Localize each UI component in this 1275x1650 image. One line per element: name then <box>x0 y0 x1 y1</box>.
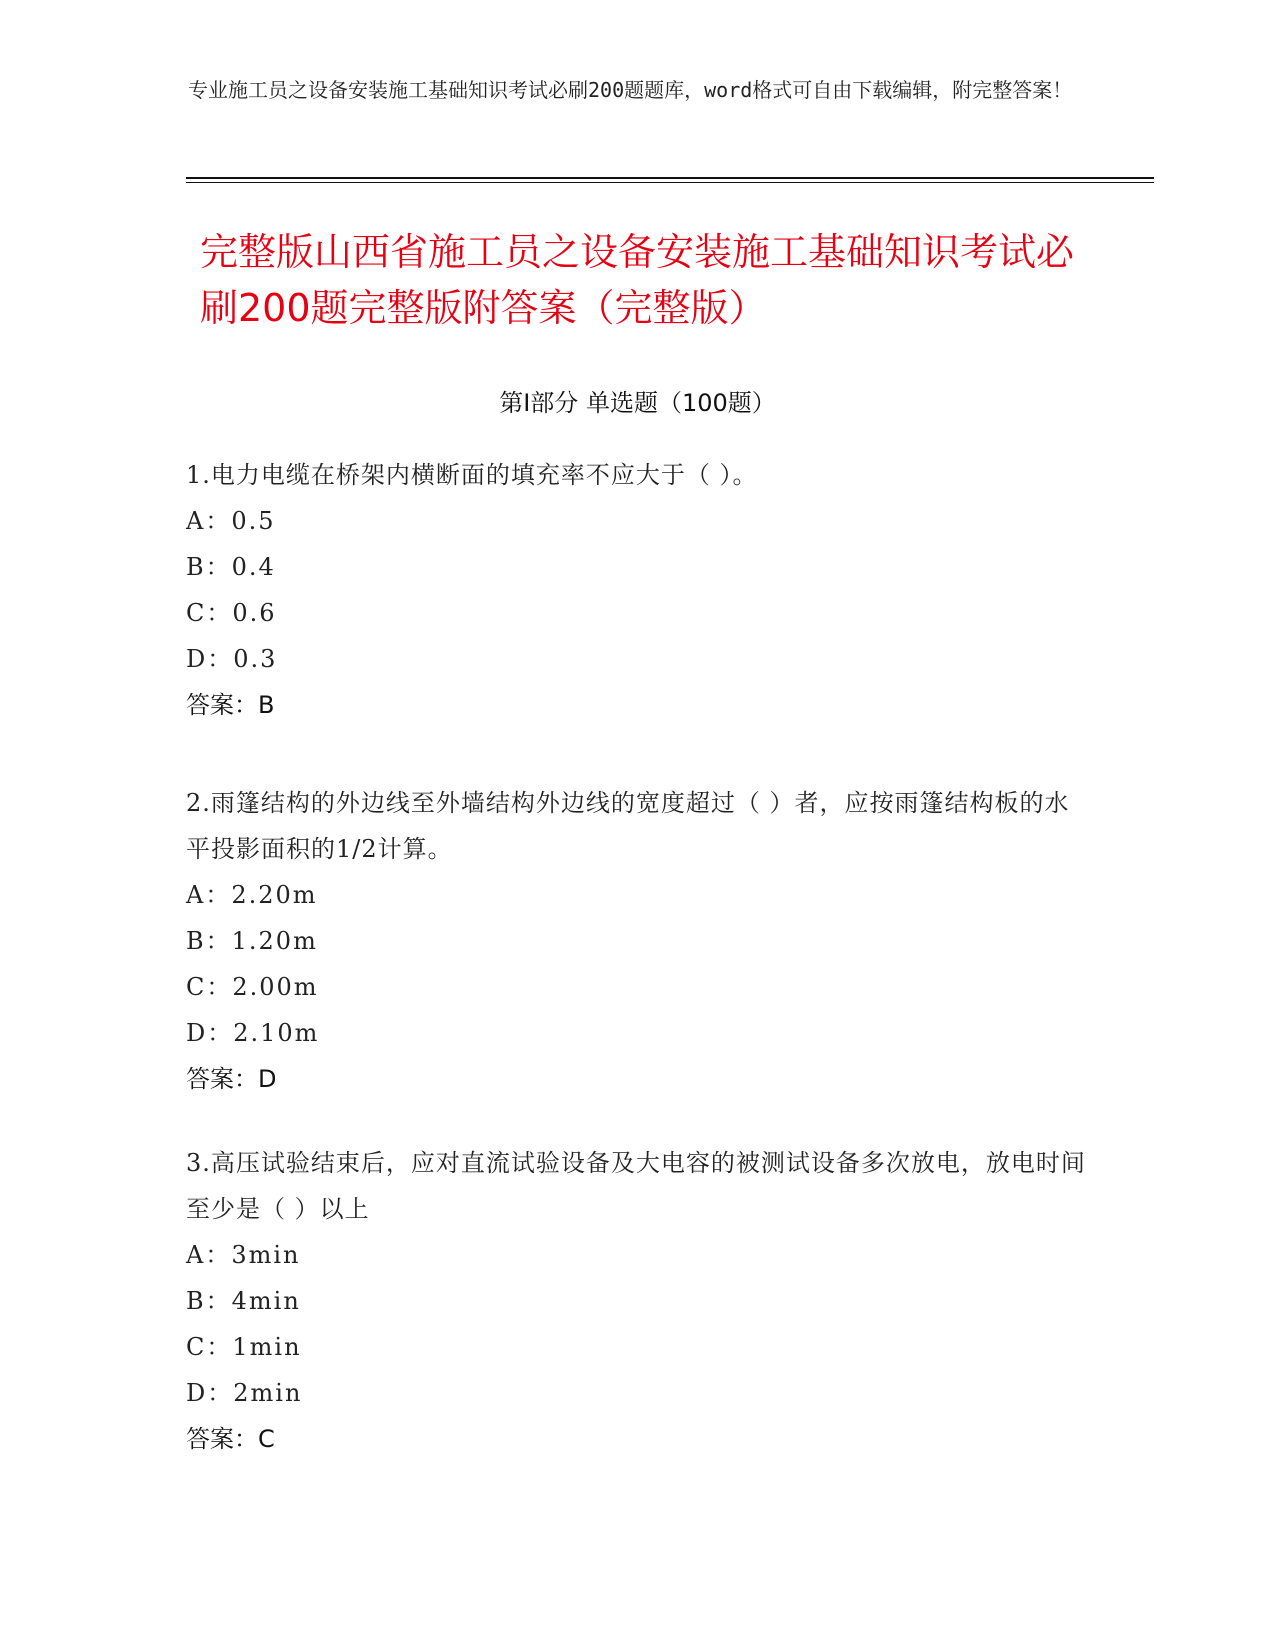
option-a: A：0.5 <box>186 507 276 535</box>
page-header: 专业施工员之设备安装施工基础知识考试必刷200题题库，word格式可自由下载编辑，附完整答案！ <box>188 78 1073 102</box>
option-b: B：4min <box>186 1287 301 1315</box>
option-d: D：2.10m <box>186 1019 320 1047</box>
question-stem: 3.高压试验结束后，应对直流试验设备及大电容的被测试设备多次放电，放电时间至少是（ ）以上 <box>186 1149 1086 1223</box>
option-c: C：1min <box>186 1333 302 1361</box>
answer: 答案：D <box>186 1065 277 1093</box>
option-b: B：1.20m <box>186 927 318 955</box>
question-3 <box>186 1140 1086 1462</box>
option-d: D：0.3 <box>186 645 278 673</box>
option-a: A：3min <box>186 1241 301 1269</box>
option-c: C：2.00m <box>186 973 319 1001</box>
section-heading: 第Ⅰ部分 单选题（100题） <box>499 389 776 417</box>
option-b: B：0.4 <box>186 553 276 581</box>
answer: 答案：C <box>186 1425 275 1453</box>
option-c: C：0.6 <box>186 599 277 627</box>
option-d: D：2min <box>186 1379 303 1407</box>
question-2 <box>186 780 1086 1102</box>
header-divider-thin <box>186 182 1154 183</box>
question-stem: 2.雨篷结构的外边线至外墙结构外边线的宽度超过（ ）者，应按雨篷结构板的水平投影面积的1/2计算。 <box>186 789 1070 863</box>
header-divider-thick <box>186 177 1154 179</box>
question-1 <box>186 452 1086 728</box>
document-title: 完整版山西省施工员之设备安装施工基础知识考试必刷200题完整版附答案（完整版） <box>200 230 1075 330</box>
option-a: A：2.20m <box>186 881 318 909</box>
question-stem: 1.电力电缆在桥架内横断面的填充率不应大于（ ）。 <box>186 461 758 489</box>
answer: 答案：B <box>186 691 275 719</box>
